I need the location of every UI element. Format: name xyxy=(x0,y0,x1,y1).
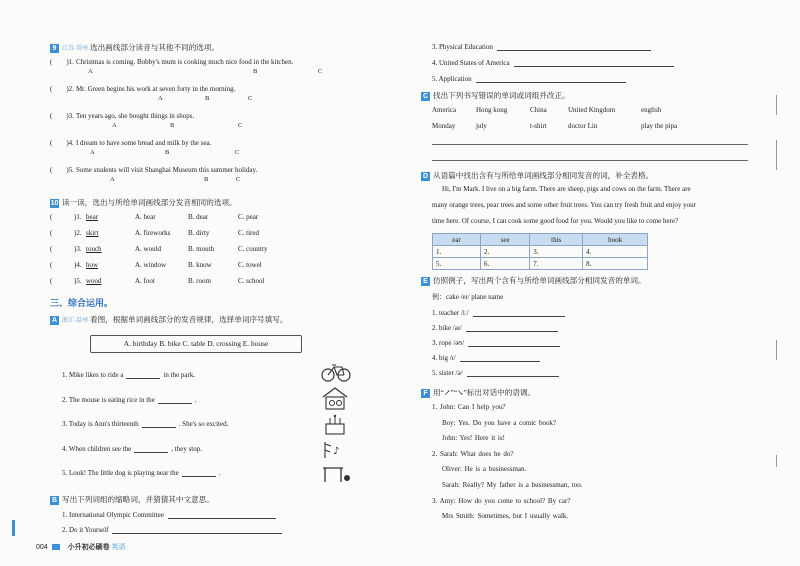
q2-option-c: C. school xyxy=(238,277,265,285)
qC-word[interactable]: Hong kong xyxy=(476,106,508,114)
qE-answer-blank[interactable] xyxy=(473,308,565,317)
q1-item xyxy=(50,166,257,174)
qA-item-text: 3. Today is Ann's thirteenth xyxy=(62,420,139,428)
q2-heading xyxy=(50,197,237,208)
q1-item-number: )4. xyxy=(66,139,74,147)
q2-word: bear xyxy=(86,213,99,221)
q2-option-a: A. would xyxy=(135,245,162,253)
option-letter: B xyxy=(170,122,175,129)
q1-item-number: )1. xyxy=(66,58,74,66)
qB-item-1-text: 1. International Olympic Committee xyxy=(62,511,164,519)
qB-item xyxy=(432,42,651,51)
qB-item-2-text: 2. Do it Yourself xyxy=(62,526,109,534)
option-letter: C xyxy=(238,122,243,129)
qF-dialog-line: 3. Amy: How do you come to school? By car? xyxy=(432,496,571,505)
qE-item xyxy=(432,368,559,377)
qB-badge: B xyxy=(51,496,58,504)
answer-paren[interactable]: ( xyxy=(50,229,53,237)
qF-dialog-line: John: Yes! Here it is! xyxy=(442,434,505,443)
q1-item-text: Mr. Green begins his work at seven forty in the morning. xyxy=(75,85,236,93)
qD-table xyxy=(432,233,648,270)
qD-cell[interactable]: 1. xyxy=(433,246,481,258)
qB-answer-blank[interactable] xyxy=(514,58,674,67)
qA-item-text: 4. When children see the xyxy=(62,445,132,453)
qF-dialog-line: Oliver: He is a businessman. xyxy=(442,465,527,474)
qE-item-text: 3. rope /əʊ/ xyxy=(432,339,465,347)
q2-item-number: )2. xyxy=(74,229,82,237)
qE-badge: E xyxy=(421,277,430,286)
qC-answer-line-1[interactable] xyxy=(432,144,748,145)
q1-item xyxy=(50,112,194,120)
right-margin-mark xyxy=(776,140,777,170)
qD-header-book: book xyxy=(583,234,648,246)
q2-option-b: B. dear xyxy=(188,213,209,221)
option-letter: A xyxy=(158,95,163,102)
q2-option-c: C. towel xyxy=(238,261,262,269)
answer-paren[interactable]: ( xyxy=(50,245,53,253)
qD-cell[interactable]: 5. xyxy=(433,258,481,270)
q2-option-b: B. mouth xyxy=(188,245,215,253)
qE-title: 仿照例子，写出两个含有与所给单词画线部分相同发音的单词。 xyxy=(433,276,646,285)
qF-dialog-line: Sarah: Really? My father is a businessman, too. xyxy=(442,481,583,489)
q2-title: 读一读，选出与所给单词画线部分发音相同的选项。 xyxy=(62,198,237,207)
qA-item-text: in the park. xyxy=(163,371,196,379)
option-letter: A xyxy=(112,122,117,129)
answer-paren[interactable]: ( xyxy=(50,277,53,285)
qB-answer-1[interactable] xyxy=(168,510,276,519)
q2-item-number: )3. xyxy=(74,245,82,253)
qC-word[interactable]: United Kingdom xyxy=(568,106,616,114)
q2-word: wood xyxy=(86,277,102,285)
qA-answer-blank[interactable] xyxy=(182,468,216,477)
option-letter: B xyxy=(165,149,170,156)
q2-option-b: B. know xyxy=(188,261,212,269)
qA-item-text: 1. Mike likes to ride a xyxy=(62,371,124,379)
qA-item-text: , they stop. xyxy=(171,445,202,453)
qD-heading xyxy=(421,170,653,181)
q2-option-a: A. window xyxy=(135,261,167,269)
page-number: 004 xyxy=(36,544,48,551)
table-icon xyxy=(321,462,351,484)
qA-answer-blank[interactable] xyxy=(142,419,176,428)
qD-header-see: see xyxy=(481,234,530,246)
qE-item xyxy=(432,353,540,362)
answer-paren[interactable]: ( xyxy=(50,112,53,120)
right-margin-mark xyxy=(776,340,777,360)
q1-item-number: )5. xyxy=(66,166,74,174)
qE-answer-blank[interactable] xyxy=(460,353,540,362)
svg-text:♪: ♪ xyxy=(333,446,340,457)
left-footer xyxy=(36,542,126,552)
qF-heading xyxy=(421,387,535,398)
qE-item xyxy=(432,308,565,317)
qA-item xyxy=(62,468,220,477)
qC-word[interactable]: t-shirt xyxy=(530,122,547,130)
option-letter: C xyxy=(318,68,323,75)
qC-badge: C xyxy=(422,92,429,100)
qA-item-text: . xyxy=(194,396,197,404)
qA-badge: A xyxy=(51,316,58,324)
qC-answer-line-2[interactable] xyxy=(432,160,748,161)
q1-item-text: Ten years ago, she bought things in shops. xyxy=(75,112,195,120)
q1-item xyxy=(50,58,293,66)
qD-passage-line-1: Hi, I'm Mark. I live on a big farm. There are sheep, pigs and cows on the farm. There are xyxy=(442,185,691,193)
footer-mark-icon xyxy=(52,544,60,550)
qD-header-this: this xyxy=(530,234,583,246)
qA-item xyxy=(62,395,197,404)
qD-cell[interactable]: 7. xyxy=(530,258,583,270)
qC-word[interactable]: America xyxy=(432,106,457,114)
qA-item-text: . She's so excited. xyxy=(178,420,229,428)
qE-answer-blank[interactable] xyxy=(466,323,558,332)
qA-title: 看图，根据单词画线部分的发音规律，选择单词序号填写。 xyxy=(90,315,288,324)
crossing-icon xyxy=(321,438,345,460)
qA-item-text: 2. The mouse is eating rice in the xyxy=(62,396,155,404)
house-icon xyxy=(321,386,349,410)
q1-tag: 江苏·常州 xyxy=(62,46,88,52)
left-margin-tab xyxy=(12,520,15,536)
qD-title: 从语篇中找出含有与所给单词画线部分相同发音的词，补全表格。 xyxy=(433,171,654,180)
qB-answer-2[interactable] xyxy=(112,525,282,534)
right-margin-mark xyxy=(776,95,777,115)
q1-badge: 9 xyxy=(50,44,59,53)
q2-option-a: A. hear xyxy=(135,213,156,221)
q2-badge: 10 xyxy=(50,199,59,207)
qB-item-2 xyxy=(62,525,282,534)
section-3-title: 三、综合运用。 xyxy=(50,298,114,308)
qE-item-text: 1. teacher /iː/ xyxy=(432,309,469,317)
bicycle-icon xyxy=(321,362,351,382)
qB-item-text: 5. Application xyxy=(432,75,472,83)
qC-word[interactable]: english xyxy=(641,106,662,114)
q2-option-b: B. dirty xyxy=(188,229,210,237)
answer-paren[interactable]: ( xyxy=(50,139,53,147)
qE-answer-blank[interactable] xyxy=(468,338,560,347)
qF-dialog-line: Mrs Smith: Sometimes, but I usually walk. xyxy=(442,512,569,521)
answer-paren[interactable]: ( xyxy=(50,261,53,269)
option-letter: B xyxy=(205,95,210,102)
qE-item-text: 2. bike /aɪ/ xyxy=(432,324,462,332)
q2-option-a: A. fireworks xyxy=(135,229,171,237)
birthday-cake-icon xyxy=(321,412,349,436)
q2-word: touch xyxy=(86,245,102,253)
qE-heading xyxy=(421,275,646,286)
q1-item-number: )2. xyxy=(66,85,74,93)
qE-item-text: 4. big /ɪ/ xyxy=(432,354,456,362)
q1-title: 选出画线部分读音与其他不同的选项。 xyxy=(90,43,220,52)
qF-title: 用“↗”“↘”标出对话中的语调。 xyxy=(433,388,536,397)
answer-paren[interactable]: ( xyxy=(50,58,53,66)
option-letter: A xyxy=(88,68,93,75)
qA-item xyxy=(62,444,202,453)
qA-answer-blank[interactable] xyxy=(126,370,160,379)
option-letter: A xyxy=(90,149,95,156)
qC-word[interactable]: Monday xyxy=(432,122,456,130)
q2-word: how xyxy=(86,261,99,269)
q2-option-c: C. pear xyxy=(238,213,259,221)
qB-title: 写出下列词组的缩略词，并猜猜其中文意思。 xyxy=(62,495,214,504)
qA-heading xyxy=(50,314,287,325)
qD-cell[interactable]: 3. xyxy=(530,246,583,258)
q2-option-c: C. tired xyxy=(238,229,259,237)
qA-item xyxy=(62,370,195,379)
q2-option-c: C. country xyxy=(238,245,268,253)
qE-item-text: 5. sister /ə/ xyxy=(432,369,463,377)
qE-example: 例：cake /eɪ/ plane name xyxy=(432,293,504,301)
qD-badge: D xyxy=(422,172,429,180)
qE-item xyxy=(432,338,560,347)
qB-item xyxy=(432,58,674,67)
qA-tag: 浙江·温州 xyxy=(62,318,88,324)
right-margin-mark xyxy=(776,455,777,467)
qC-word[interactable]: play the pipa xyxy=(641,122,678,130)
qA-item-text: . xyxy=(218,469,221,477)
option-letter: B xyxy=(253,68,258,75)
book-title: 小升初必刷卷 xyxy=(67,544,110,551)
q2-item-number: )1. xyxy=(74,213,82,221)
option-letter: C xyxy=(248,95,253,102)
qB-heading xyxy=(50,494,214,505)
qD-cell[interactable]: 6. xyxy=(481,258,530,270)
qD-passage-line-2: many orange trees, pear trees and some other fruit trees. You can try fresh fruit and enjoy your xyxy=(432,201,696,209)
q2-option-a: A. foot xyxy=(135,277,155,285)
qF-badge: F xyxy=(421,389,430,398)
q1-heading xyxy=(50,42,219,53)
qC-heading xyxy=(421,90,570,101)
qB-answer-blank[interactable] xyxy=(497,42,651,51)
answer-paren[interactable]: ( xyxy=(50,166,53,174)
qF-dialog-line: 1. John: Can I help you? xyxy=(432,403,506,411)
answer-paren[interactable]: ( xyxy=(50,85,53,93)
qE-item xyxy=(432,323,558,332)
q1-item xyxy=(50,139,211,147)
q1-item xyxy=(50,85,235,93)
option-letter: B xyxy=(204,176,209,183)
qB-item-1 xyxy=(62,510,276,519)
q1-item-text: Some students will visit Shanghai Museum this summer holiday. xyxy=(75,166,258,174)
q1-item-text: I dream to have some bread and milk by the sea. xyxy=(75,139,212,147)
q1-item-number: )3. xyxy=(66,112,74,120)
option-letter: A xyxy=(110,176,115,183)
qB-item-text: 3. Physical Education xyxy=(432,43,493,51)
qD-cell[interactable]: 8. xyxy=(583,258,648,270)
qC-title: 找出下列书写错误的单词或词组并改正。 xyxy=(433,91,570,100)
qC-word[interactable]: july xyxy=(476,122,487,130)
q1-item-text: Christmas is coming. Bobby's mum is cooking much nice food in the kitchen. xyxy=(75,58,294,66)
qA-options-box: A. birthday B. bike C. table D. crossing E. house xyxy=(90,335,302,353)
qA-answer-blank[interactable] xyxy=(134,444,168,453)
q2-option-b: B. room xyxy=(188,277,211,285)
qB-item xyxy=(432,74,626,83)
qA-item-text: 5. Look! The little dog is playing near the xyxy=(62,469,179,477)
option-letter: C xyxy=(236,176,241,183)
qC-word[interactable]: China xyxy=(530,106,547,114)
answer-paren[interactable]: ( xyxy=(50,213,53,221)
qF-dialog-line: 2. Sarah: What does he do? xyxy=(432,449,514,458)
qA-answer-blank[interactable] xyxy=(158,395,192,404)
qB-item-text: 4. United States of America xyxy=(432,59,510,67)
option-letter: C xyxy=(235,149,240,156)
q2-word: skirt xyxy=(86,229,99,237)
qF-dialog-line: Boy: Yes. Do you have a comic book? xyxy=(442,418,557,427)
qA-item xyxy=(62,419,228,428)
q2-item-number: )4. xyxy=(74,261,82,269)
qE-answer-blank[interactable] xyxy=(467,368,559,377)
q2-item-number: )5. xyxy=(74,277,82,285)
qB-answer-blank[interactable] xyxy=(476,74,626,83)
qD-cell[interactable]: 2. xyxy=(481,246,530,258)
qD-passage-line-3: time here. Of course, I can cook some good food for you. Would you like to come here? xyxy=(432,217,679,225)
qC-word[interactable]: doctor Lin xyxy=(568,122,598,130)
qD-header-ear: ear xyxy=(433,234,481,246)
qD-cell[interactable]: 4. xyxy=(583,246,648,258)
book-subject: 英语 xyxy=(111,544,126,551)
